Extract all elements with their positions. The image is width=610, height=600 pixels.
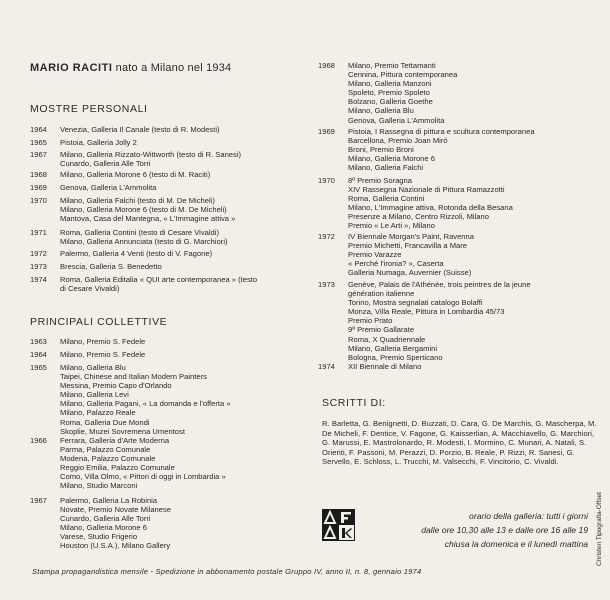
venue-line: Roma, X Quadriennale (348, 334, 426, 344)
venue-line: Milano, Galleria Blu (348, 106, 414, 116)
exhibition-entry (30, 337, 145, 346)
exhibition-entry (318, 362, 421, 371)
artist-name: MARIO RACITI (30, 62, 113, 74)
venue-line: Bolzano, Galleria Goethe (348, 97, 433, 107)
entry-venues (60, 436, 226, 491)
venue-line: Roma, Galleria Editalia « QUI arte contemporanea » (testo (60, 275, 258, 284)
venue-line: Galleria Numaga, Auvernier (Suisse) (348, 268, 472, 278)
exhibition-entry (30, 228, 228, 246)
entry-venues (60, 262, 162, 271)
venue-line: Genova, Galleria L'Ammolita (60, 183, 157, 192)
entry-year: 1965 (30, 363, 47, 372)
venue-line: Venezia, Galleria Il Canale (testo di R. Modesti) (60, 125, 220, 134)
mostre-personali-heading: MOSTRE PERSONALI (30, 103, 148, 115)
entry-venues (60, 337, 145, 346)
entry-year: 1965 (30, 138, 47, 147)
entry-year: 1973 (30, 262, 47, 271)
exhibition-entry (30, 436, 226, 491)
entry-venues (348, 362, 421, 371)
postal-footer: Stampa propagandistica mensile - Spedizione in abbonamento postale Gruppo IV, anno II, n. 8, gennaio 1974 (32, 567, 422, 576)
entry-year: 1967 (30, 150, 47, 159)
venue-line: Premio Varazze (348, 250, 402, 260)
venue-line: Palermo, Galleria La Robinia (60, 496, 158, 505)
gallery-logo (322, 509, 355, 541)
venue-line: Houston (U.S.A.), Milano Gallery (60, 541, 171, 551)
entry-venues (60, 196, 235, 223)
exhibition-entry (30, 275, 257, 293)
printer-credit: Christen Tipografia-Offset (596, 492, 603, 566)
exhibition-entry (30, 350, 145, 359)
entry-venues (60, 275, 257, 293)
venue-line: Milano, Galleria Morone 6 (60, 523, 147, 533)
venue-line: Brescia, Galleria S. Benedetto (60, 262, 162, 271)
venue-line: Genève, Palais de l'Athénée, trois peintres de la jeune (348, 280, 531, 289)
venue-line: Milano, L'Immagine attiva, Rotonda della Besana (348, 203, 513, 213)
venue-line: Cunardo, Galleria Alle Torri (60, 514, 151, 524)
venue-line: Roma, Galleria Due Mondi (60, 417, 150, 427)
venue-line: Taipei, Chinese and Italian Modern Painters (60, 372, 207, 382)
exhibition-entry (318, 61, 457, 125)
venue-line: Milano, Premio S. Fedele (60, 350, 146, 359)
venue-line: Roma, Galleria Contini (testo di Cesare Vivaldi) (60, 228, 219, 237)
scritti-authors: R. Barletta, G. Benignetti, D. Buzzati, D. Cara, G. De Marchis, G. Mascherpa, M. De Micheli, F. Dentice, V. Fagone, G. Kaisserlian, A. Macchiavello, G. Marchiori, G. Marussi, E. Mastrolonardo, R. Modesti, I. Mormino, C. Munari, A. Natali, S. Orienti, F. Passoni, M. Perazzi, D. Porzio, B. Reale, P. Rizzi, R. Sanesi, G. Servello, E. Schloss, L. Trucchi, M. Valsecchi, F. Vincitorio, C. Vivaldi. (322, 419, 597, 467)
venue-line: Milano, Galleria Blu (60, 363, 126, 372)
venue-line: Pistoia, Galleria Jolly 2 (60, 138, 137, 147)
exhibition-entry (30, 363, 231, 436)
exhibition-entry (30, 249, 212, 258)
entry-year: 1974 (30, 275, 47, 284)
exhibition-entry (318, 127, 535, 172)
principali-collettive-heading: PRINCIPALI COLLETTIVE (30, 316, 168, 328)
gallery-hours (360, 509, 588, 551)
venue-line: Bologna, Premio Sperticano (348, 352, 443, 362)
venue-line: Reggio Emilia, Palazzo Comunale (60, 463, 175, 473)
venue-line: Presenze a Milano, Centro Rizzoli, Milano (348, 212, 489, 222)
entry-year: 1969 (30, 183, 47, 192)
venue-line: Modena, Palazzo Comunale (60, 454, 156, 464)
entry-year: 1973 (318, 280, 335, 289)
venue-line: Mantova, Casa del Mantegna, « L'Immagine attiva » (60, 214, 236, 224)
venue-line: Varese, Studio Frigerio (60, 532, 138, 542)
hours-line-2: dalle ore 10,30 alle 13 e dalle ore 16 alle 19 (421, 525, 588, 535)
venue-line: Milano, Galleria Bergamini (348, 343, 438, 353)
venue-line: XII Biennale di Milano (348, 362, 422, 371)
exhibition-entry (318, 176, 513, 231)
exhibition-entry (30, 183, 156, 192)
scritti-heading: SCRITTI DI: (322, 397, 386, 409)
entry-venues (60, 125, 220, 134)
venue-line: Pistoia, I Rassegna di pittura e scultura contemporanea (348, 127, 535, 136)
venue-line: Skoplie, Muzei Sovremena Umentost (60, 426, 185, 436)
entry-venues (348, 127, 535, 172)
entry-year: 1971 (30, 228, 47, 237)
venue-line: Palermo, Galleria 4 Venti (testo di V. Fagone) (60, 249, 213, 258)
venue-line: Novate, Premio Novate Milanese (60, 505, 172, 515)
artist-heading (30, 62, 231, 74)
entry-year: 1968 (30, 170, 47, 179)
venue-line: di Cesare Vivaldi) (60, 284, 120, 294)
venue-line: Messina, Premio Capo d'Orlando (60, 381, 172, 391)
venue-line: Milano, Galleria Morone 6 (testo di M. Raciti) (60, 170, 211, 179)
exhibition-entry (318, 232, 474, 277)
venue-line: Genova, Galleria L'Ammolita (348, 115, 445, 125)
entry-venues (348, 176, 513, 231)
venue-line: Milano, Studio Marconi (60, 481, 138, 491)
entry-year: 1968 (318, 61, 335, 70)
entry-year: 1974 (318, 362, 335, 371)
hours-line-1: orario della galleria: tutti i giorni (469, 511, 588, 521)
exhibition-entry (30, 125, 220, 134)
venue-line: Cennina, Pittura contemporanea (348, 70, 458, 80)
venue-line: Como, Villa Olmo, « Pittori di oggi in Lombardia » (60, 472, 226, 482)
venue-line: Ferrara, Galleria d'Arte Moderna (60, 436, 170, 445)
entry-venues (348, 280, 531, 362)
entry-year: 1963 (30, 337, 47, 346)
entry-venues (60, 183, 156, 192)
exhibition-entry (30, 262, 162, 271)
entry-venues (60, 150, 241, 168)
entry-year: 1966 (30, 436, 47, 445)
venue-line: Barcellona, Premio Joan Miró (348, 136, 448, 146)
venue-line: Roma, Galleria Contini (348, 194, 425, 204)
venue-line: 8º Premio Soragna (348, 176, 412, 185)
venue-line: Premio Michetti, Francavilla a Mare (348, 241, 468, 251)
exhibition-entry (30, 138, 137, 147)
venue-line: 9º Premio Gallarate (348, 325, 415, 335)
venue-line: Broni, Premio Broni (348, 145, 414, 155)
venue-line: Monza, Villa Reale, Pittura in Lombardia 45/73 (348, 307, 505, 317)
venue-line: Milano, Galleria Manzoni (348, 79, 432, 89)
venue-line: Parma, Palazzo Comunale (60, 445, 151, 455)
venue-line: Milano, Galleria Morone 6 (348, 154, 435, 164)
entry-venues (60, 249, 212, 258)
entry-venues (60, 496, 171, 551)
venue-line: Milano, Premio Tettamanti (348, 61, 436, 70)
entry-venues (60, 363, 231, 436)
venue-line: Milano, Galleria Falchi (testo di M. De Micheli) (60, 196, 215, 205)
entry-venues (60, 228, 228, 246)
venue-line: Torino, Mostra segnalati catalogo Bolaffi (348, 298, 483, 308)
entry-venues (60, 138, 137, 147)
venue-line: Premio Prato (348, 316, 393, 326)
entry-year: 1972 (318, 232, 335, 241)
entry-venues (60, 170, 210, 179)
exhibition-entry (30, 496, 171, 551)
venue-line: Spoleto, Premio Spoleto (348, 88, 430, 98)
entry-year: 1964 (30, 125, 47, 134)
artist-birth: nato a Milano nel 1934 (115, 62, 232, 74)
venue-line: Milano, Galleria Morone 6 (testo di M. De Micheli) (60, 205, 227, 215)
hours-line-3: chiusa la domenica e il lunedì mattina (444, 539, 588, 549)
exhibition-entry (30, 150, 241, 168)
venue-line: Milano, Galleria Falchi (348, 163, 424, 173)
venue-line: « Perché l'ironia? », Caserta (348, 259, 444, 269)
venue-line: Milano, Galleria Levi (60, 390, 129, 400)
venue-line: IV Biennale Morgan's Paint, Ravenna (348, 232, 474, 241)
entry-year: 1964 (30, 350, 47, 359)
venue-line: Milano, Premio S. Fedele (60, 337, 146, 346)
entry-venues (348, 232, 474, 277)
entry-venues (60, 350, 145, 359)
venue-line: Premio « Le Arti », Milano (348, 221, 435, 231)
venue-line: Milano, Galleria Pagani, « La domanda e l'offerta » (60, 399, 231, 409)
exhibition-entry (30, 196, 235, 223)
entry-venues (348, 61, 457, 125)
venue-line: génération italienne (348, 289, 415, 299)
entry-year: 1970 (30, 196, 47, 205)
venue-line: Milano, Palazzo Reale (60, 408, 136, 418)
exhibition-entry (30, 170, 210, 179)
entry-year: 1969 (318, 127, 335, 136)
venue-line: Milano, Galleria Annunciata (testo di G. Marchiori) (60, 237, 228, 247)
entry-year: 1967 (30, 496, 47, 505)
venue-line: XIV Rassegna Nazionale di Pittura Ramazzotti (348, 185, 505, 195)
exhibition-entry (318, 280, 531, 362)
entry-year: 1970 (318, 176, 335, 185)
entry-year: 1972 (30, 249, 47, 258)
venue-line: Cunardo, Galleria Alle Torri (60, 159, 151, 169)
venue-line: Milano, Galleria Rizzato-Wittworth (testo di R. Sanesi) (60, 150, 242, 159)
